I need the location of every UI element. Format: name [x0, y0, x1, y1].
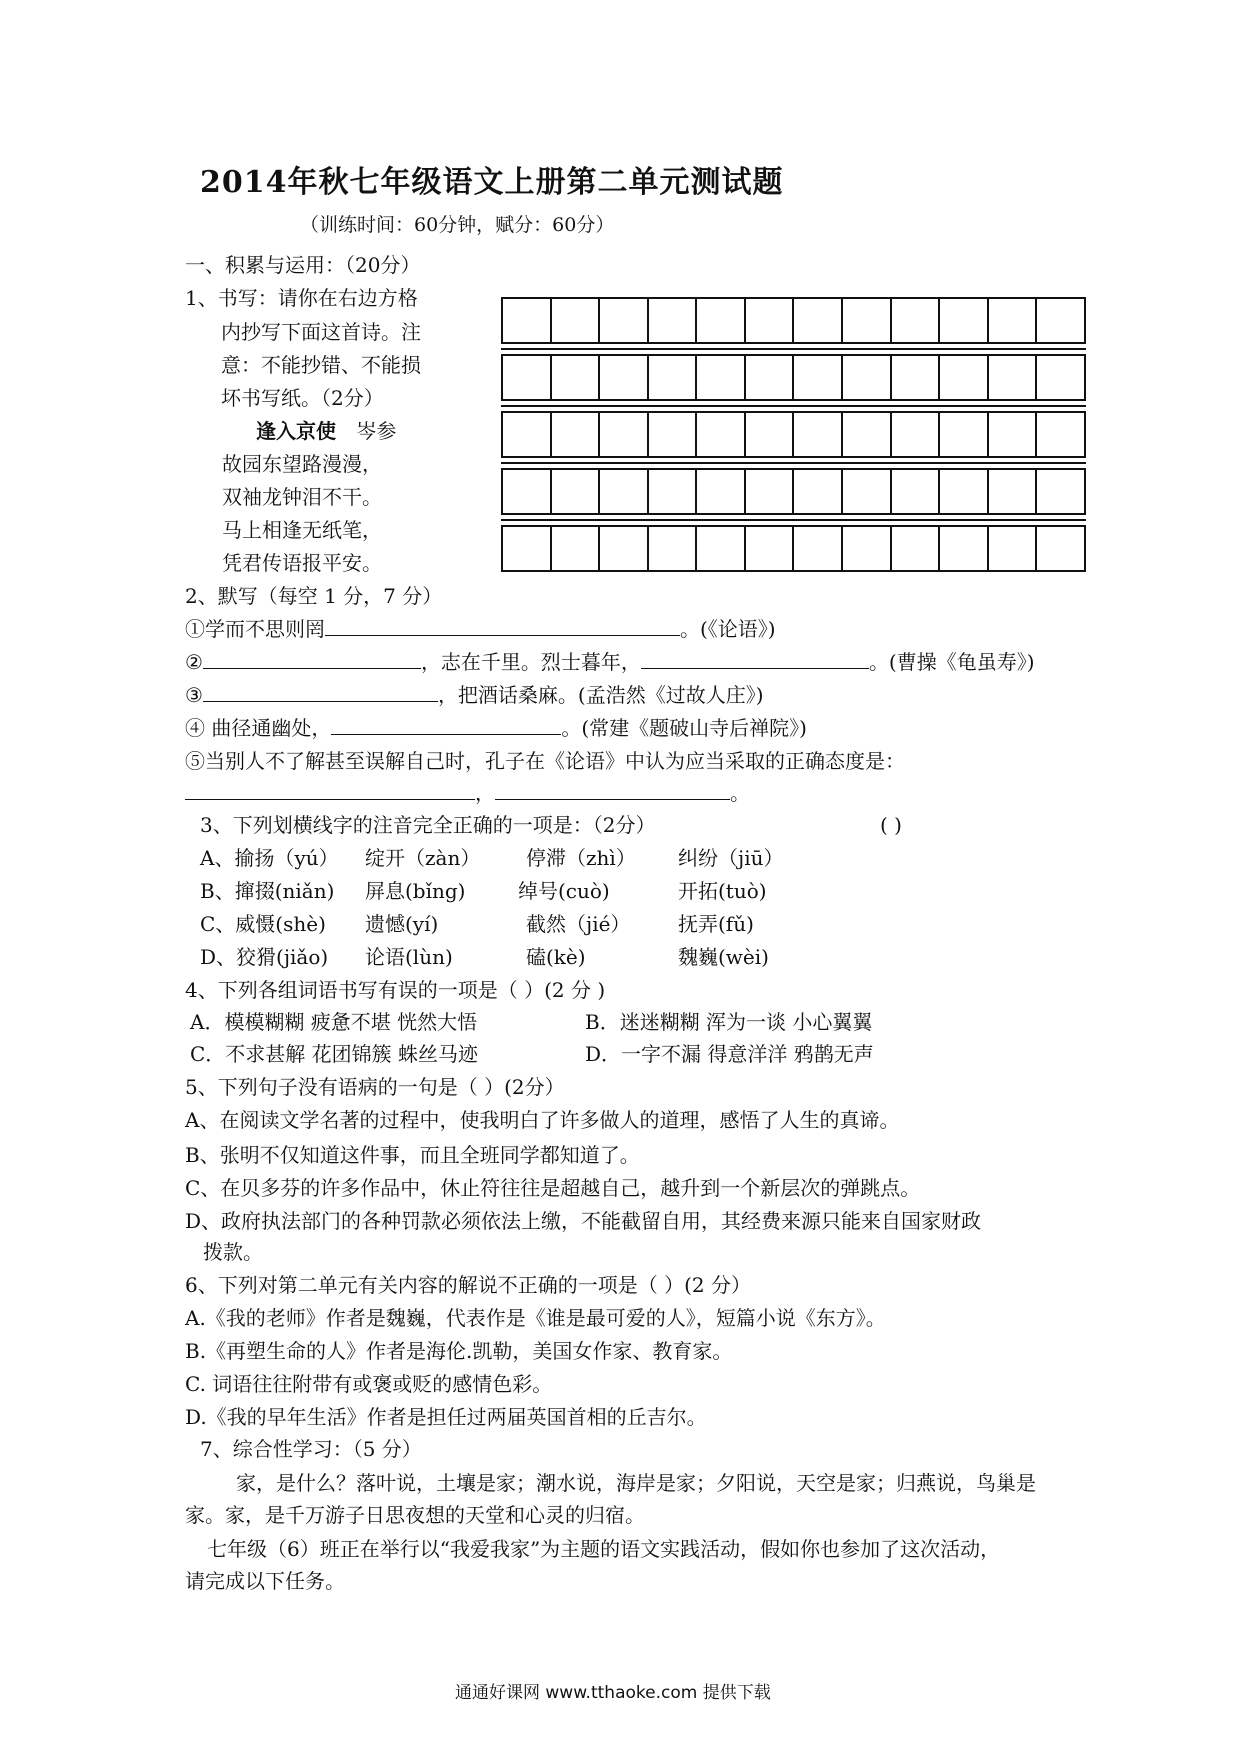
- answer-bracket[interactable]: ( ): [880, 813, 902, 837]
- comma: ，: [475, 781, 495, 805]
- poem-line-1: 故园东望路漫漫，: [222, 452, 382, 476]
- q7-paragraph-1-line-1: 家，是什么？落叶说，土壤是家；潮水说，海岸是家；夕阳说，天空是家；归燕说，鸟巢是: [236, 1471, 1036, 1495]
- answer-blank[interactable]: [203, 650, 421, 669]
- q6-heading: 6、下列对第二单元有关内容的解说不正确的一项是（ ）(2 分）: [185, 1273, 751, 1297]
- q5-option-d: D、政府执法部门的各种罚款必须依法上缴，不能截留自用，其经费来源只能来自国家财政: [185, 1209, 982, 1233]
- grid-separator: [501, 348, 1086, 350]
- grid-separator: [501, 519, 1086, 521]
- answer-blank[interactable]: [641, 650, 869, 669]
- q3-heading: 3、下列划横线字的注音完全正确的一项是：（2分）: [200, 813, 656, 837]
- q3-option-d-4: 魏巍(wèi): [678, 945, 769, 969]
- q3-option-a-4: 纠纷（jiū）: [678, 846, 784, 870]
- poem-line-3: 马上相逢无纸笔，: [222, 518, 382, 542]
- answer-blank[interactable]: [185, 781, 475, 800]
- q1-line-4: 坏书写纸。（2分）: [221, 386, 384, 410]
- grid-row[interactable]: [501, 525, 1086, 572]
- answer-blank[interactable]: [203, 683, 438, 702]
- q3-option-c-1: C、威慑(shè): [200, 912, 326, 936]
- q4-option-d: D．一字不漏 得意洋洋 鸦鹊无声: [585, 1042, 874, 1066]
- grid-row[interactable]: [501, 297, 1086, 344]
- page-subtitle: （训练时间：60分钟，赋分：60分）: [300, 214, 615, 236]
- q4-option-b: B．迷迷糊糊 浑为一谈 小心翼翼: [585, 1010, 873, 1034]
- q2-line-6: [185, 781, 750, 805]
- answer-blank[interactable]: [325, 617, 680, 636]
- q5-heading: 5、下列句子没有语病的一句是（ ）(2分）: [185, 1075, 565, 1099]
- q3-option-c-4: 抚弄(fǔ): [678, 912, 754, 936]
- q2-line-2: [185, 650, 1035, 674]
- q3-option-c-3: 截然（jié）: [526, 912, 631, 936]
- q3-option-a-2: 绽开（zàn）: [365, 846, 481, 870]
- q2-line-1-source: 。(《论语》): [680, 617, 776, 641]
- q2-line-1-text: ①学而不思则罔: [185, 617, 325, 641]
- q2-line-3: [185, 683, 764, 707]
- q6-option-a: A.《我的老师》作者是魏巍，代表作是《谁是最可爱的人》，短篇小说《东方》。: [185, 1306, 886, 1330]
- poem-heading: [256, 419, 396, 443]
- poem-title: 逢入京使: [256, 419, 336, 443]
- page-title: 2014年秋七年级语文上册第二单元测试题: [200, 165, 784, 200]
- q4-option-c: C．不求甚解 花团锦簇 蛛丝马迹: [190, 1042, 479, 1066]
- poem-line-2: 双袖龙钟泪不干。: [222, 485, 382, 509]
- q5-option-a: A、在阅读文学名著的过程中，使我明白了许多做人的道理，感悟了人生的真谛。: [185, 1108, 900, 1132]
- q2-line-4: [185, 716, 807, 740]
- poem-line-4: 凭君传语报平安。: [222, 551, 382, 575]
- q3-option-b-4: 开拓(tuò): [678, 879, 767, 903]
- q3-option-a-1: A、揄扬（yú）: [200, 846, 339, 870]
- q5-option-b: B、张明不仅知道这件事，而且全班同学都知道了。: [185, 1143, 640, 1167]
- q1-line-1: 1、书写：请你在右边方格: [185, 286, 418, 310]
- q4-heading: 4、下列各组词语书写有误的一项是（ ）(2 分 ): [185, 978, 606, 1002]
- grid-separator: [501, 405, 1086, 407]
- q1-line-2: 内抄写下面这首诗。注: [221, 320, 421, 344]
- period: 。: [730, 781, 750, 805]
- q2-line-3-text: ，把酒话桑麻。(孟浩然《过故人庄》): [437, 683, 764, 707]
- grid-row[interactable]: [501, 468, 1086, 515]
- q6-option-b: B.《再塑生命的人》作者是海伦.凯勒，美国女作家、教育家。: [185, 1339, 733, 1363]
- q3-option-b-2: 屏息(bǐng): [365, 879, 466, 903]
- q3-option-d-2: 论语(lùn): [365, 945, 453, 969]
- q2-line-4-source: 。(常建《题破山寺后禅院》): [561, 716, 807, 740]
- section-heading: 一、积累与运用：（20分）: [185, 253, 421, 277]
- writing-grid[interactable]: [501, 297, 1086, 576]
- q2-heading: 2、默写（每空 1 分，7 分）: [185, 584, 443, 608]
- q2-line-2-text: ，志在千里。烈士暮年，: [420, 650, 641, 674]
- q1-line-3: 意：不能抄错、不能损: [221, 353, 421, 377]
- q3-option-a-3: 停滞（zhì）: [526, 846, 636, 870]
- q3-option-b-1: B、撺掇(niǎn): [200, 879, 335, 903]
- q3-option-d-1: D、狡猾(jiǎo): [200, 945, 329, 969]
- grid-separator: [501, 462, 1086, 464]
- q5-option-d-cont: 拨款。: [203, 1240, 263, 1264]
- q7-paragraph-2-line-1: 七年级（6）班正在举行以“我爱我家”为主题的语文实践活动，假如你也参加了这次活动，: [207, 1537, 1001, 1561]
- answer-blank[interactable]: [331, 716, 561, 735]
- q2-line-3-num: ③: [185, 683, 203, 707]
- q5-option-c: C、在贝多芬的许多作品中，休止符往往是超越自己，越升到一个新层次的弹跳点。: [185, 1176, 921, 1200]
- poem-author: 岑参: [356, 419, 397, 443]
- q6-option-c: C. 词语往往附带有或褒或贬的感情色彩。: [185, 1372, 553, 1396]
- q2-line-2-source: 。(曹操《龟虽寿》): [868, 650, 1035, 674]
- q3-option-d-3: 磕(kè): [526, 945, 586, 969]
- q2-line-5: ⑤当别人不了解甚至误解自己时，孔子在《论语》中认为应当采取的正确态度是：: [185, 749, 905, 773]
- q7-paragraph-2-line-2: 请完成以下任务。: [185, 1569, 345, 1593]
- q7-paragraph-1-line-2: 家。家，是千万游子日思夜想的天堂和心灵的归宿。: [185, 1503, 645, 1527]
- q4-option-a: A．模模糊糊 疲惫不堪 恍然大悟: [190, 1010, 478, 1034]
- q3-option-b-3: 绰号(cuò): [518, 879, 610, 903]
- answer-blank[interactable]: [495, 781, 730, 800]
- footer-download-note: 通通好课网 www.tthaoke.com 提供下载: [455, 1683, 771, 1703]
- grid-row[interactable]: [501, 354, 1086, 401]
- q2-line-4-text: ④ 曲径通幽处，: [185, 716, 332, 740]
- q7-heading: 7、综合性学习：（5 分）: [200, 1437, 422, 1461]
- q6-option-d: D.《我的早年生活》作者是担任过两届英国首相的丘吉尔。: [185, 1405, 707, 1429]
- q2-line-2-num: ②: [185, 650, 203, 674]
- grid-row[interactable]: [501, 411, 1086, 458]
- q3-option-c-2: 遗憾(yí): [365, 912, 439, 936]
- q2-line-1: [185, 617, 776, 641]
